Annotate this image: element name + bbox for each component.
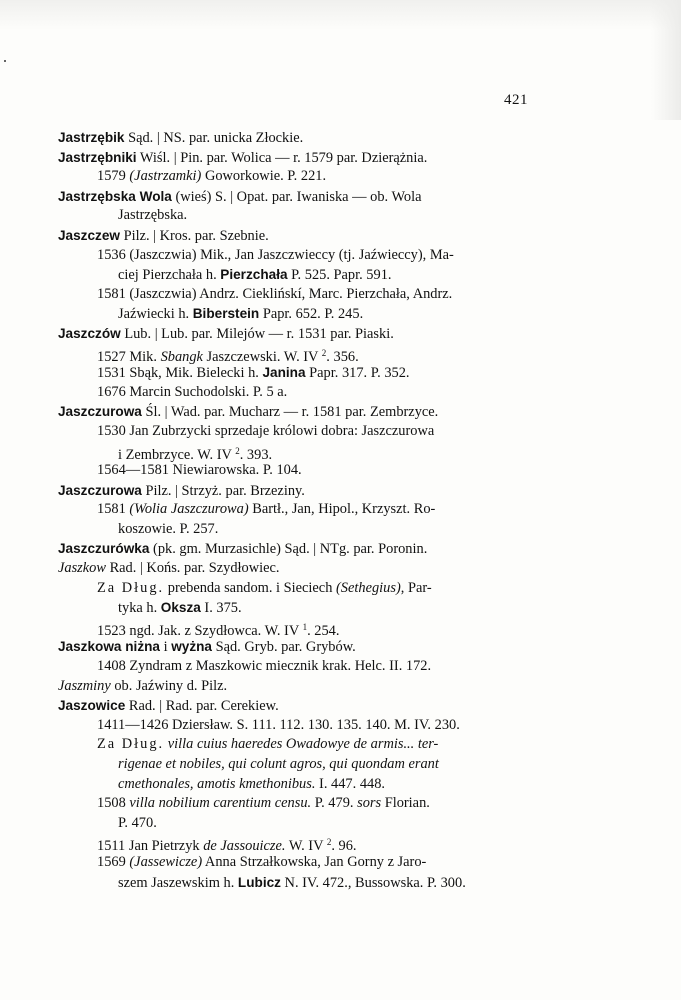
text-segment: 1581 (Jaszczwia) Andrz. Cieklińskí, Marc. Pierzchała, Andrz. [97,285,453,302]
headword: Biberstein [192,306,260,322]
text-segment: 1511 Jan Pietrzyk [97,838,204,855]
text-segment: 1523 ngd. Jak. z Szydłowca. W. IV [97,622,303,639]
text-segment: . 254. [307,622,340,639]
text-segment: 1 [302,621,308,632]
entry-line [58,873,514,893]
entry-line [58,246,514,266]
headword: Jaszczurowa [58,404,142,420]
entry-line [58,500,514,520]
text-segment: Jastrzębska. [118,207,188,224]
text-segment: 1581 [97,501,130,518]
entry-headline [58,559,514,579]
entry-line [58,755,514,775]
text-segment: i Zembrzyce. W. IV [118,446,236,463]
entry-line [58,814,514,834]
text-segment: Wiśl. | Pin. par. Wolica — r. 1579 par. Dzierążnia. [136,149,428,166]
headword: Lubicz [237,874,281,890]
scan-right-edge [651,0,681,120]
text-segment: Jaszczewski. W. IV [202,348,322,365]
headword: Pierzchała [220,267,288,283]
text-segment: koszowie. P. 257. [118,520,219,537]
text-segment: i [160,639,172,656]
entry [58,128,514,148]
entry-line [58,206,514,226]
entry [58,539,514,559]
headword: Jastrzębik [58,130,125,145]
headword: Jaszowice [58,698,126,714]
text-segment: 1676 Marcin Suchodolski. P. 5 a. [97,383,288,400]
text-segment: 2 [321,347,327,358]
italic-text: Jaszkow [58,560,106,577]
text-segment: Papr. 317. P. 352. [305,365,410,382]
text-segment: 1408 Zyndram z Maszkowic miecznik krak. Helc. II. 172. [97,658,432,675]
text-segment: 1527 Mik. [97,348,161,365]
scan-top-edge [0,0,681,30]
text-segment: prebenda sandom. i Sieciech [164,579,336,596]
entry-headline [58,324,514,344]
text-segment: ciej Pierzchała h. [118,267,221,284]
text-segment: Bartł., Jan, Hipol., Krzyszt. Ro- [248,501,436,518]
text-segment: Goworkowie. P. 221. [201,168,327,185]
text-segment: Za Dług. [97,736,165,753]
entry-line [58,285,514,305]
entry-headline [58,187,514,207]
entry-headline [58,402,514,422]
entry [58,481,514,540]
entry-headline [58,128,514,148]
text-segment: ob. Jaźwiny d. Pilz. [110,677,228,694]
entry-line [58,716,514,736]
entry-line [58,442,514,462]
text-segment: I. 375. [200,600,242,617]
italic-text: (Sethegius) [336,579,401,596]
text-segment: Śl. | Wad. par. Mucharz — r. 1581 par. Zembrzyce. [141,404,439,421]
text-segment: Pilz. | Kros. par. Szebnie. [119,227,269,244]
text-segment: Rad. | Końs. par. Szydłowiec. [105,560,280,577]
text-segment: P. 470. [118,814,157,831]
italic-text: (Jassewicze) [129,853,203,870]
italic-text: Jaszminy [58,677,111,694]
italic-text: de Jassouicze. [203,838,286,855]
entry [58,324,514,402]
entry [58,148,514,187]
italic-text: rigenae et nobiles, qui colunt agros, qui quondam erant [118,756,439,772]
text-segment: (pk. gm. Murzasichle) Sąd. | NTg. par. Poronin. [149,541,428,558]
entry-line [58,794,514,814]
headword: Jaszczew [58,227,120,243]
entry-line [58,735,514,755]
entry-headline [58,696,514,716]
text-segment: (wieś) S. | Opat. par. Iwaniska — ob. Wola [171,188,422,205]
text-segment: . 393. [239,446,273,463]
headword: Jastrzębska Wola [58,188,172,204]
entry-line [58,304,514,324]
italic-text: villa nobilium carentium censu. [129,795,312,812]
italic-text: Sbangk [160,348,203,365]
text-segment: szem Jaszewskim h. [118,874,238,891]
entry-line [58,265,514,285]
text-segment: N. IV. 472., Bussowska. P. 300. [280,874,466,891]
headword: Jaszczów [58,325,121,341]
text-segment: 1579 [97,168,130,185]
text-segment: Anna Strzałkowska, Jan Gorny z Jaro- [202,853,427,870]
text-segment: 1564—1581 Niewiarowska. P. 104. [97,462,302,479]
text-segment: . 96. [331,838,357,855]
headword: Jaszczurówka [58,541,150,557]
italic-text: villa cuius haeredes Owadowye de armis... ter- [167,736,439,753]
entry [58,559,514,637]
entry [58,226,514,324]
headword: Jaszczurowa [58,482,142,498]
text-segment: 1536 (Jaszczwia) Mik., Jan Jaszczwieccy (tj. Jaźwieccy), Ma- [97,246,454,263]
headword: wyżna [171,639,212,655]
text-segment: Za Dług. [97,579,165,596]
entry-headline [58,148,514,168]
entry-line [58,422,514,442]
text-segment: Rad. | Rad. par. Cerekiew. [125,698,279,715]
entry [58,696,514,892]
entry-line [58,461,514,481]
scan-speck [4,60,6,62]
headword: Janina [262,365,306,381]
entry-line [58,520,514,540]
entry [58,637,514,676]
text-segment: 2 [326,837,332,848]
text-segment: Pilz. | Strzyż. par. Brzeziny. [141,482,305,499]
text-segment: 1508 [97,795,130,812]
entry-line [58,775,514,795]
italic-text: (Wolia Jaszczurowa) [129,501,249,518]
text-segment: , Par- [400,579,432,596]
dictionary-entries [58,128,514,892]
text-segment: 2 [235,445,240,456]
entry [58,677,514,697]
entry [58,187,514,226]
entry-line [58,657,514,677]
italic-text: sors [357,795,382,812]
headword: Jaszkowa niżna [58,639,160,655]
text-segment: W. IV [285,838,327,855]
text-segment: 1569 [97,853,130,870]
text-segment: Papr. 652. P. 245. [259,306,364,323]
entry-line [58,167,514,187]
text-segment: 1530 Jan Zubrzycki sprzedaje królowi dobra: Jaszczurowa [97,422,435,439]
text-segment: 1411—1426 Dziersław. S. 111. 112. 130. 135. 140. M. IV. 230. [97,716,460,733]
text-segment: I. 447. 448. [315,775,386,792]
entry [58,402,514,480]
entry-headline [58,481,514,501]
page-number: 421 [504,92,528,108]
text-segment: Sąd. | NS. par. unicka Złockie. [124,130,304,146]
text-segment: 1531 Sbąk, Mik. Bielecki h. [97,365,263,382]
text-segment: Jaźwiecki h. [118,306,193,323]
entry-line [58,618,514,638]
text-segment: P. 479. [311,795,358,812]
text-segment: P. 525. Papr. 591. [287,267,392,284]
entry-headline [58,539,514,559]
entry-line [58,383,514,403]
entry-line [58,598,514,618]
entry-headline [58,677,514,697]
entry-line [58,833,514,853]
entry-line [58,853,514,873]
entry-headline [58,637,514,657]
entry-line [58,363,514,383]
entry-headline [58,226,514,246]
text-segment: Florian. [381,795,430,812]
text-segment: tyka h. [118,600,161,617]
text-segment: . 356. [326,348,359,365]
text-segment: Lub. | Lub. par. Milejów — r. 1531 par. Piaski. [120,325,394,342]
italic-text: (Jastrzamki) [129,168,202,185]
entry-line [58,344,514,364]
headword: Oksza [160,600,201,616]
entry-line [58,579,514,599]
italic-text: cmethonales, amotis kmethonibus. [118,775,316,792]
headword: Jastrzębniki [58,149,137,165]
text-segment: Sąd. Gryb. par. Grybów. [212,639,356,656]
